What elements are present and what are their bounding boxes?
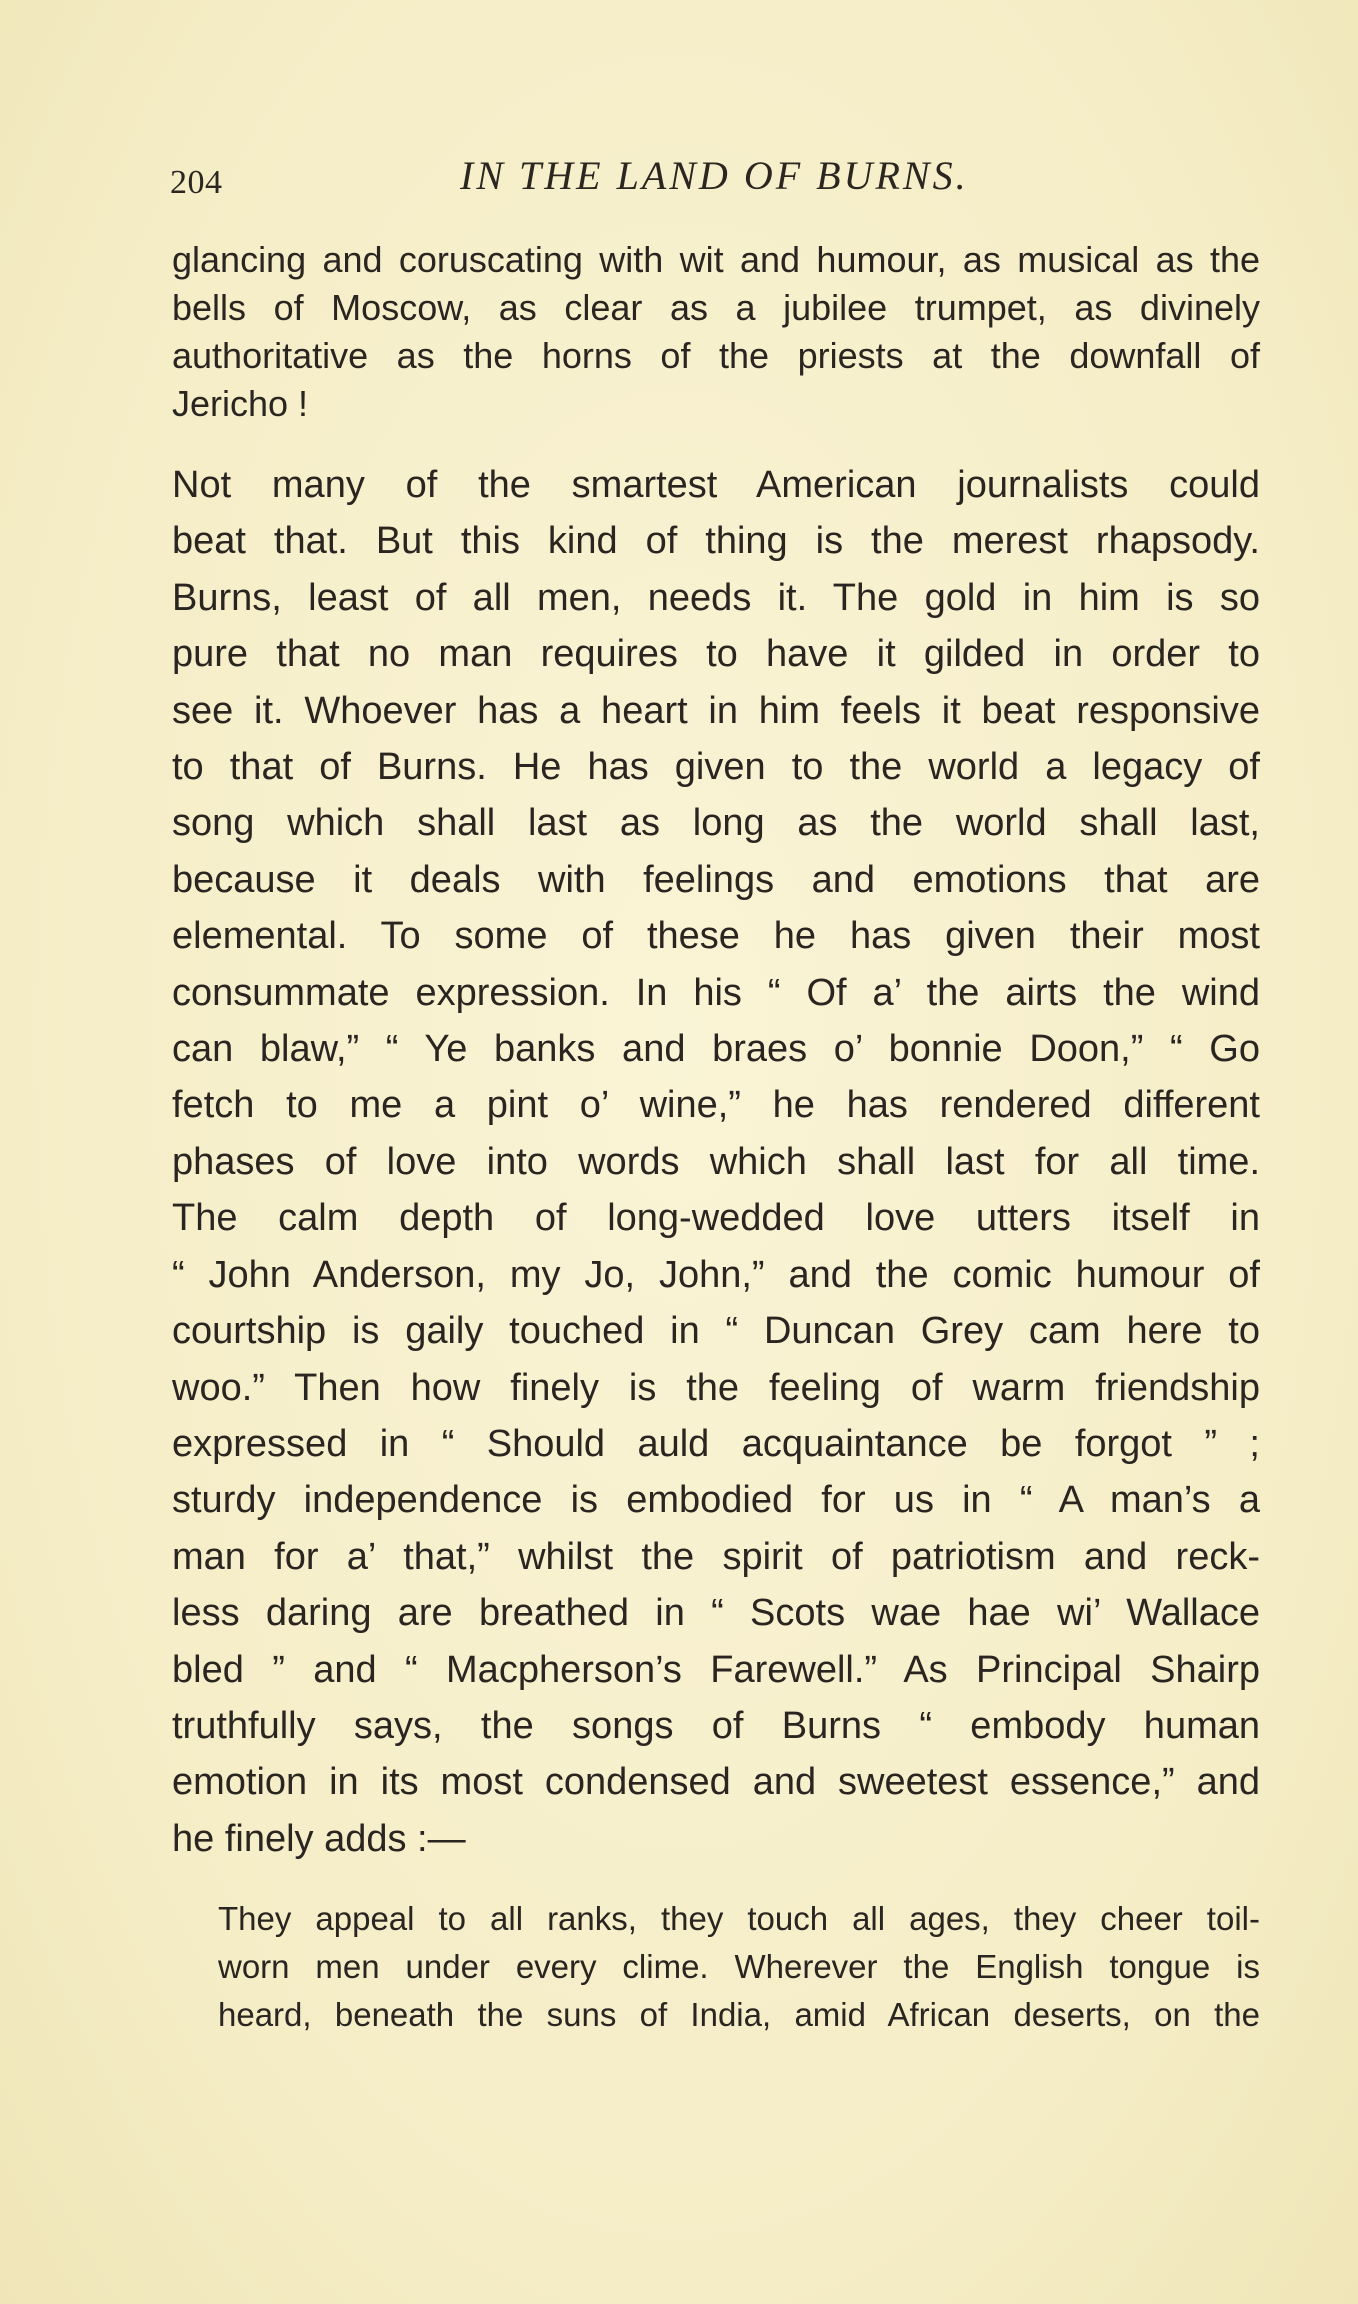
text-line: pure that no man requires to have it gilded in order to — [172, 633, 1260, 676]
running-head — [170, 152, 1260, 212]
text-line: expressed in “ Should auld acquaintance be forgot ” ; — [172, 1422, 1260, 1465]
text-line: authoritative as the horns of the priests at the downfall of — [172, 335, 1260, 376]
text-line: truthfully says, the songs of Burns “ embody human — [172, 1704, 1260, 1747]
paragraph-continuation — [172, 236, 1260, 428]
quote-line: worn men under every clime. Wherever the English tongue is — [218, 1948, 1260, 1985]
quote-line: heard, beneath the suns of India, amid African deserts, on the — [218, 1996, 1260, 2033]
text-line: song which shall last as long as the world shall last, — [172, 802, 1260, 845]
text-line: bled ” and “ Macpherson’s Farewell.” As Principal Shairp — [172, 1648, 1260, 1691]
text-line: to that of Burns. He has given to the world a legacy of — [172, 746, 1260, 789]
text-line: sturdy independence is embodied for us in “ A man’s a — [172, 1479, 1260, 1522]
text-line: glancing and coruscating with wit and humour, as musical as the — [172, 239, 1260, 280]
text-line: see it. Whoever has a heart in him feels it beat responsive — [172, 689, 1260, 732]
text-line: elemental. To some of these he has given their most — [172, 915, 1260, 958]
text-line: Jericho ! — [172, 383, 309, 424]
page-number: 204 — [170, 164, 223, 201]
text-line: Burns, least of all men, needs it. The gold in him is so — [172, 576, 1260, 619]
text-line: emotion in its most condensed and sweetest essence,” and — [172, 1761, 1260, 1804]
quote-line: They appeal to all ranks, they touch all ages, they cheer toil- — [218, 1900, 1260, 1937]
text-line: “ John Anderson, my Jo, John,” and the comic humour of — [172, 1253, 1260, 1296]
text-line: Not many of the smartest American journalists could — [172, 464, 1260, 506]
text-line: courtship is gaily touched in “ Duncan Grey cam here to — [172, 1310, 1260, 1353]
block-quotation — [218, 1895, 1260, 2039]
text-line: can blaw,” “ Ye banks and braes o’ bonnie Doon,” “ Go — [172, 1028, 1260, 1071]
text-line: because it deals with feelings and emotions that are — [172, 858, 1260, 901]
running-title: IN THE LAND OF BURNS. — [460, 153, 969, 198]
paragraph-main — [172, 457, 1260, 1867]
text-line: fetch to me a pint o’ wine,” he has rendered different — [172, 1084, 1260, 1127]
text-line: The calm depth of long-wedded love utters itself in — [172, 1197, 1260, 1240]
text-line: beat that. But this kind of thing is the merest rhapsody. — [172, 520, 1260, 563]
text-line: consummate expression. In his “ Of a’ the airts the wind — [172, 971, 1260, 1014]
text-line: bells of Moscow, as clear as a jubilee trumpet, as divinely — [172, 287, 1260, 328]
text-line: he finely adds :— — [172, 1817, 466, 1860]
text-line: woo.” Then how finely is the feeling of warm friendship — [172, 1366, 1260, 1409]
text-line: man for a’ that,” whilst the spirit of patriotism and reck- — [172, 1535, 1260, 1578]
text-line: phases of love into words which shall last for all time. — [172, 1140, 1260, 1183]
text-line: less daring are breathed in “ Scots wae hae wi’ Wallace — [172, 1592, 1260, 1635]
